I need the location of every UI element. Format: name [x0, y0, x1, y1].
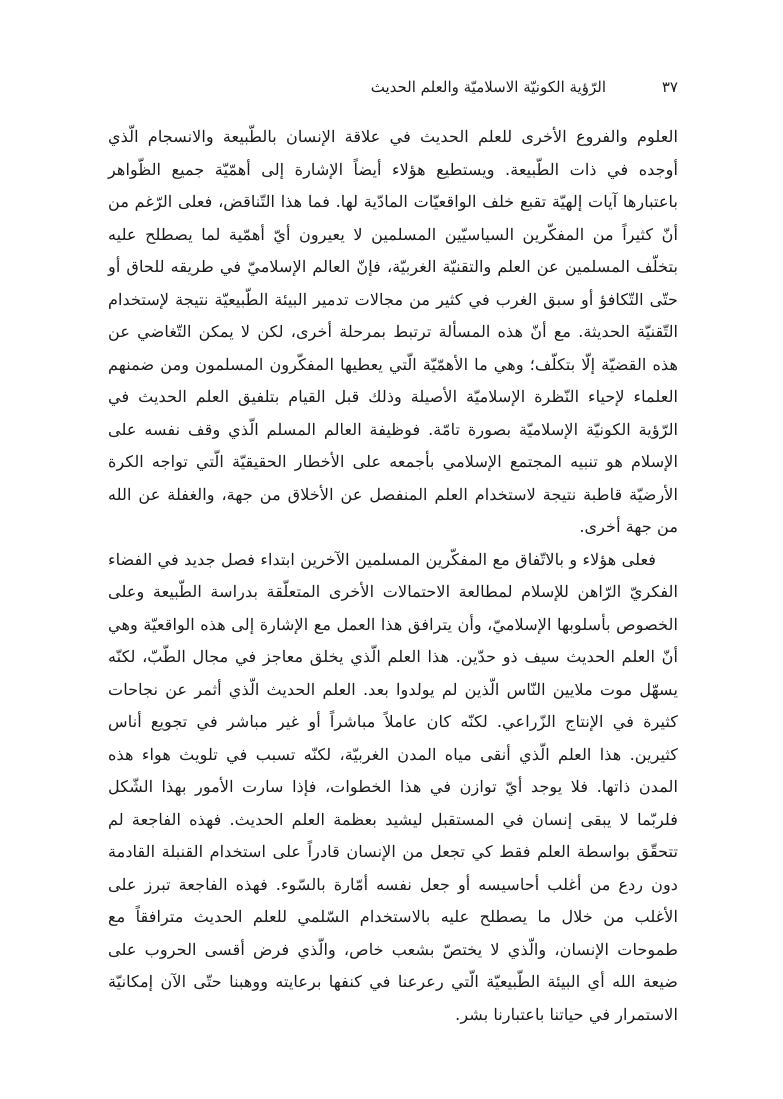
running-title: الرّؤية الكونيّة الاسلاميّة والعلم الحديث	[370, 78, 606, 96]
paragraph-2: فعلى هؤلاء و بالاتّفاق مع المفكّرين المسلمين الآخرين ابتداء فصل جديد في الفضاء الفكريّ الرّاهن للإسلام لمطالعة الاحتمالات الأخرى المتعلّقة بدراسة الطّبيعة وعلى الخصوص بأسلوبها الإسلاميّ، وأن يترافق هذا العمل مع الإشارة إلى هذه الواقعيّة وهي أنّ العلم الحديث سيف ذو حدّين. هذا العلم الّذي يخلق معاجز في مجال الطّبّ، لكنّه يسهّل موت ملايين النّاس الّذين لم يولدوا بعد. العلم الحديث الّذي أثمر عن نجاحات كثيرة في الإنتاج الزّراعي. لكنّه كان عاملاً مباشراً أو غير مباشر في تجويع أناس كثيرين. هذا العلم الّذي أنقى مياه المدن الغربيّة، لكنّه تسبب في تلويث هواء هذه المدن ذاتها. فلا يوجد أيّ توازن في هذا الخطوات، فإذا سارت الأمور بهذا الشّكل فلربّما لا يبقى إنسان في المستقبل ليشيد بعظمة العلم الحديث. فهذه الفاجعة لم تتحقّق بواسطة العلم فقط كي تجعل من الإنسان قادراً على استخدام القنبلة القادمة دون ردع من أغلب أحاسيسه أو جعل نفسه أمّارة بالسّوء. فهذه الفاجعة تبرز على الأغلب من خلال ما يصطلح عليه بالاستخدام السّلمي للعلم الحديث مترافقاً مع طموحات الإنسان، والّذي لا يختصّ بشعب خاص، والّذي فرض أقسى الحروب على ضيعة الله أي البيئة الطّبيعيّة الّتي رعرعنا في كنفها برعايته ووهبنا حتّى الآن إمكانيّة الاستمرار في حياتنا باعتبارنا بشر.	[108, 549, 678, 1024]
paragraph-1: العلوم والفروع الأخرى للعلم الحديث في علاقة الإنسان بالطّبيعة والانسجام الّذي أوجده في ذات الطّبيعة. ويستطيع هؤلاء أيضاً الإشارة إلى أهمّيّة جميع الظّواهر باعتبارها آيات إلهيّة تقبع خلف الواقعيّات المادّية لها. فما هذا التّناقض، فعلى الرّغم من أنّ كثيراً من المفكّرين السياسيّين المسلمين لا يعيرون أيّ أهمّية لما يصطلح عليه بتخلّف المسلمين عن العلم والتقنيّة الغربيّة، فإنّ العالم الإسلاميّ في طريقه للحاق أو حتّى التّكافؤ أو سبق الغرب في كثير من مجالات تدمير البيئة الطّبيعيّة نتيجة لإستخدام التّقنيّة الحديثة. مع أنّ هذه المسألة ترتبط بمرحلة أخرى، لكن لا يمكن التّغاضي عن هذه القضيّة إلّا بتكلّف؛ وهي ما الأهمّيّة الّتي يعطيها المفكّرون المسلمون ومن ضمنهم العلماء لإحياء النّظرة الإسلاميّة الأصيلة وذلك قبل القيام بتلفيق العلم الحديث في الرّؤية الكونيّة الإسلاميّة بصورة تامّة. فوظيفة العالم المسلم الّذي وقف نفسه على الإسلام هو تنبيه المجتمع الإسلامي بأجمعه على الأخطار الحقيقيّة الّتي تواجه الكرة الأرضيّة قاطبة نتيجة لاستخدام العلم المنفصل عن الأخلاق من جهة، والغفلة عن الله من جهة أخرى.	[108, 127, 678, 536]
running-header	[108, 74, 678, 100]
body-text	[108, 121, 678, 1031]
page-number: ٣٧	[661, 78, 678, 96]
